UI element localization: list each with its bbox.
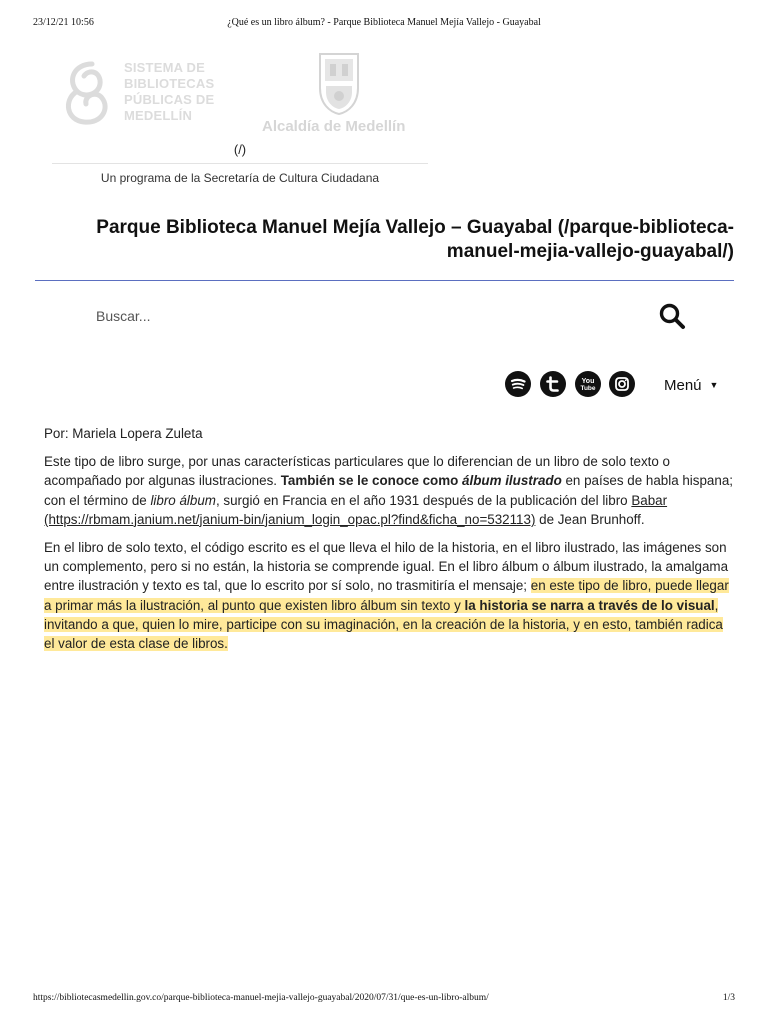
article-paragraph-2	[44, 538, 734, 653]
sbpm-logo-line: SISTEMA DE	[124, 60, 205, 75]
instagram-icon[interactable]	[609, 371, 635, 397]
text-run: en países de habla hispana; con el término de	[44, 473, 733, 508]
article-paragraph-1	[44, 452, 734, 529]
caret-down-icon: ▼	[709, 379, 719, 390]
text-run: Este tipo de libro surge, por unas características particulares que lo diferencian de un libro de solo texto o acompañado por algunas ilustraciones.	[44, 454, 670, 489]
text-bold-italic: álbum ilustrado	[462, 473, 562, 489]
search-icon	[658, 302, 686, 330]
print-document-title: ¿Qué es un libro álbum? - Parque Biblioteca Manuel Mejía Vallejo - Guayabal	[227, 17, 541, 28]
medellin-coat-of-arms-icon	[314, 48, 364, 116]
print-datetime: 23/12/21 10:56	[33, 17, 94, 28]
youtube-glyph-icon	[575, 371, 601, 397]
header-logos	[56, 46, 436, 142]
text-bold: También se le conoce como	[280, 473, 463, 489]
sbpm-logo-line: MEDELLÍN	[124, 108, 193, 123]
menu-toggle[interactable]	[664, 375, 718, 395]
print-footer	[33, 993, 735, 1007]
twitter-icon[interactable]	[540, 371, 566, 397]
twitter-glyph-icon	[540, 371, 566, 397]
highlighted-bold-text: la historia se narra a través de lo visual	[464, 597, 715, 613]
home-link[interactable]: (/)	[233, 142, 247, 157]
print-header	[33, 17, 735, 31]
sbpm-logo-line: PÚBLICAS DE	[124, 92, 215, 107]
text-run: En el libro de solo texto, el código escrito es el que lleva el hilo de la historia, en el libro ilustrado, las imágenes son un complemento, pero si no están, la historia se comprende igual. En el libro álbum o álbum ilustrado, la amalgama entre ilustración y texto es tal, que lo escrito por sí solo, no trasmitiría el mensaje;	[44, 540, 729, 594]
spotify-glyph-icon	[505, 371, 531, 397]
menu-label: Menú	[664, 376, 702, 394]
text-run: , surgió en Francia en el año 1931 después de la publicación del libro	[215, 492, 632, 508]
article-author: Por: Mariela Lopera Zuleta	[44, 426, 203, 441]
babar-catalog-link[interactable]: Babar (https://rbmam.janium.net/janium-bin/janium_login_opac.pl?find&ficha_no=532113)	[44, 492, 668, 527]
program-tagline: Un programa de la Secretaría de Cultura Ciudadana	[100, 171, 380, 185]
spotify-icon[interactable]	[505, 371, 531, 397]
page-number: 1/3	[722, 993, 735, 1003]
logo-divider	[52, 163, 428, 164]
text-run: de Jean Brunhoff.	[535, 511, 645, 527]
highlighted-text: en este tipo de libro, puede llegar a primar más la ilustración, al punto que existen libro álbum sin texto y	[44, 578, 729, 613]
article-body	[44, 424, 734, 662]
sbpm-logo-icon	[62, 58, 114, 128]
svg-text:You: You	[581, 378, 595, 385]
title-divider	[35, 280, 734, 281]
youtube-icon[interactable]	[575, 371, 601, 397]
sbpm-logo-line: BIBLIOTECAS	[124, 76, 215, 91]
site-title-link[interactable]: Parque Biblioteca Manuel Mejía Vallejo – Guayabal (/parque-biblioteca-manuel-mejia-vallejo-guayabal/)	[96, 217, 734, 262]
highlighted-text: , invitando a que, quien lo mire, participe con su imaginación, en la creación de la historia, y en esto, también radica el valor de esta clase de libros.	[44, 597, 723, 652]
search-input[interactable]	[90, 303, 622, 329]
instagram-glyph-icon	[609, 371, 635, 397]
search-button[interactable]	[656, 302, 688, 332]
svg-text:Tube: Tube	[580, 385, 596, 392]
sbpm-logo-text	[124, 60, 254, 124]
print-footer-url: https://bibliotecasmedellin.gov.co/parque-biblioteca-manuel-mejia-vallejo-guayabal/2020/07/31/que-es-un-libro-album/	[33, 993, 489, 1003]
text-italic: libro álbum	[150, 492, 216, 508]
alcaldia-logo-text: Alcaldía de Medellín	[262, 118, 406, 135]
